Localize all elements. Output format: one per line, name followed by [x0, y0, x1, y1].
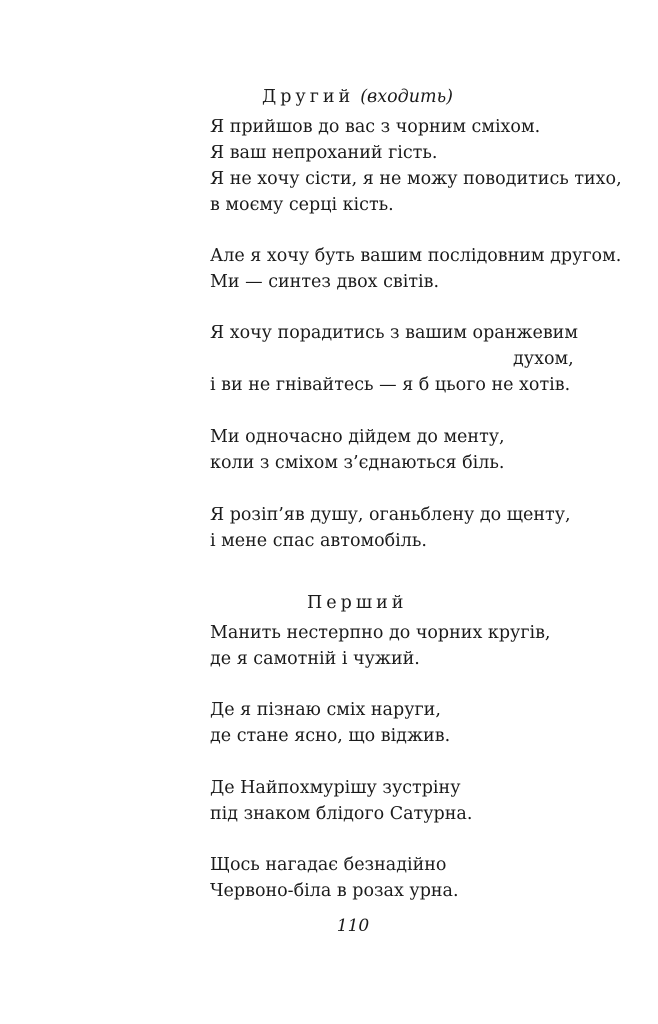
- verse-line: Де Найпохмурішу зустріну: [210, 778, 461, 798]
- verse-line: під знаком блідого Сатурна.: [210, 804, 473, 824]
- verse-line: і мене спас автомобіль.: [210, 531, 427, 551]
- verse-line: Червоно-біла в розах урна.: [210, 881, 459, 901]
- verse-line: в моєму серці кість.: [210, 195, 394, 215]
- speaker-name: Перший: [307, 593, 408, 613]
- page-number: 110: [336, 916, 370, 936]
- speaker-name: Другий: [262, 87, 355, 107]
- verse-line: Я не хочу сісти, я не можу поводитись тихо,: [210, 169, 622, 189]
- verse-line: Я ваш непроханий гість.: [210, 143, 438, 163]
- verse-line: де я самотній і чужий.: [210, 649, 420, 669]
- speaker-heading: [262, 84, 453, 110]
- verse-line-continuation: духом,: [513, 349, 574, 369]
- verse-line: Ми — синтез двох світів.: [210, 272, 440, 292]
- verse-line: Ми одночасно дійдем до менту,: [210, 427, 505, 447]
- verse-line: і ви не гнівайтесь — я б цього не хотів.: [210, 375, 571, 395]
- verse-line: Я хочу порадитись з вашим оранжевим: [210, 323, 578, 343]
- verse-line: Але я хочу буть вашим послідовним другом.: [210, 246, 622, 266]
- verse-line: Я прийшов до вас з чорним сміхом.: [210, 117, 541, 137]
- verse-line: де стане ясно, що віджив.: [210, 726, 451, 746]
- verse-line: коли з сміхом з’єднаються біль.: [210, 453, 505, 473]
- verse-line: Я розіп’яв душу, оганьблену до щенту,: [210, 505, 571, 525]
- stage-direction: (входить): [360, 87, 453, 107]
- verse-line: Де я пізнаю сміх наруги,: [210, 700, 441, 720]
- speaker-heading: [307, 590, 407, 616]
- verse-line: Манить нестерпно до чорних кругів,: [210, 623, 551, 643]
- verse-line: Щось нагадає безнадійно: [210, 855, 447, 875]
